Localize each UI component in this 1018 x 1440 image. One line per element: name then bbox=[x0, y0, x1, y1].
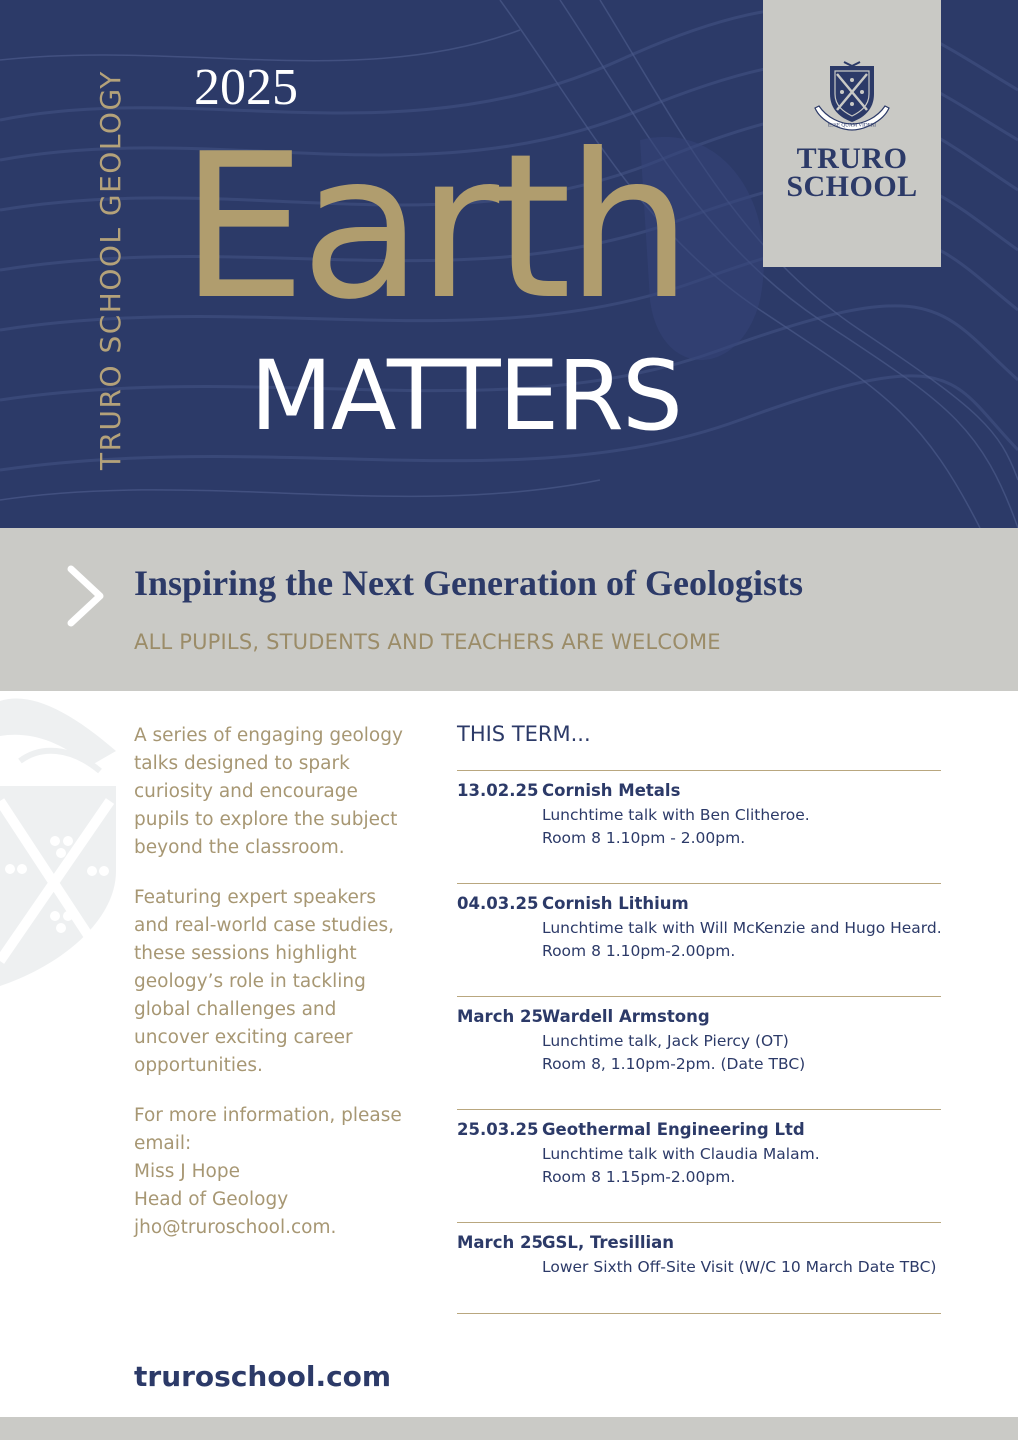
school-crest-icon bbox=[811, 60, 893, 134]
wordmark-line-2: SCHOOL bbox=[786, 170, 918, 203]
chevron-right-icon bbox=[66, 565, 106, 627]
this-term-heading: THIS TERM... bbox=[457, 722, 591, 746]
hero-banner bbox=[0, 0, 1018, 528]
intro-paragraph-1: A series of engaging geology talks designed to spark curiosity and encourage pupils to explore the subject beyond the classroom. bbox=[134, 725, 403, 858]
event-detail: Lunchtime talk, Jack Piercy (OT) bbox=[542, 1032, 789, 1050]
intro-paragraph-2: Featuring expert speakers and real-world case studies, these sessions highlight geology’s role in tackling global challenges and uncover exciting career opportunities. bbox=[134, 887, 395, 1076]
event-location-time: Room 8 1.10pm-2.00pm. bbox=[542, 942, 736, 960]
title-matters: MATTERS bbox=[250, 340, 681, 452]
event-title: Cornish Lithium bbox=[542, 894, 689, 913]
school-logo-box bbox=[763, 0, 941, 267]
intro-column bbox=[134, 722, 414, 1264]
website-link[interactable]: truroschool.com bbox=[134, 1360, 392, 1393]
welcome-subheading: ALL PUPILS, STUDENTS AND TEACHERS ARE WELCOME bbox=[134, 630, 721, 654]
event-location-time: Room 8, 1.10pm-2pm. (Date TBC) bbox=[542, 1055, 806, 1073]
year-heading: 2025 bbox=[194, 59, 298, 116]
vertical-department-label: TRURO SCHOOL GEOLOGY bbox=[94, 70, 127, 470]
event-location-time: Room 8 1.15pm-2.00pm. bbox=[542, 1168, 736, 1186]
contact-email[interactable]: jho@truroschool.com. bbox=[134, 1217, 337, 1238]
crest-motto: ESSE QUAM VIDERI bbox=[827, 122, 877, 129]
event-item bbox=[457, 996, 941, 1109]
event-item bbox=[457, 883, 941, 996]
tagline-heading: Inspiring the Next Generation of Geologists bbox=[134, 563, 803, 603]
contact-name: Miss J Hope bbox=[134, 1161, 240, 1182]
tagline-band bbox=[0, 528, 1018, 691]
wordmark-line-1: TRURO bbox=[796, 142, 908, 175]
events-list bbox=[457, 770, 941, 1314]
crest-watermark-icon bbox=[0, 691, 120, 991]
title-earth: Earth bbox=[180, 111, 687, 344]
event-date: 13.02.25 bbox=[457, 781, 539, 800]
event-detail: Lunchtime talk with Claudia Malam. bbox=[542, 1145, 820, 1163]
event-detail: Lunchtime talk with Ben Clitheroe. bbox=[542, 806, 810, 824]
contact-info bbox=[134, 1102, 414, 1242]
event-detail: Lunchtime talk with Will McKenzie and Hugo Heard. bbox=[542, 919, 942, 937]
event-date: March 25 bbox=[457, 1007, 543, 1026]
footer-band bbox=[0, 1417, 1018, 1440]
event-title: Cornish Metals bbox=[542, 781, 681, 800]
event-detail: Lower Sixth Off-Site Visit (W/C 10 March Date TBC) bbox=[542, 1258, 937, 1276]
event-title: Geothermal Engineering Ltd bbox=[542, 1120, 805, 1139]
event-item bbox=[457, 1109, 941, 1222]
event-date: March 25 bbox=[457, 1233, 543, 1252]
event-date: 04.03.25 bbox=[457, 894, 539, 913]
event-item bbox=[457, 770, 941, 883]
event-item bbox=[457, 1222, 941, 1314]
event-location-time: Room 8 1.10pm - 2.00pm. bbox=[542, 829, 746, 847]
event-title: Wardell Armstong bbox=[542, 1007, 710, 1026]
school-wordmark bbox=[763, 142, 941, 203]
contact-role: Head of Geology bbox=[134, 1189, 289, 1210]
event-date: 25.03.25 bbox=[457, 1120, 539, 1139]
event-title: GSL, Tresillian bbox=[542, 1233, 675, 1252]
contact-line: For more information, please email: bbox=[134, 1105, 402, 1154]
